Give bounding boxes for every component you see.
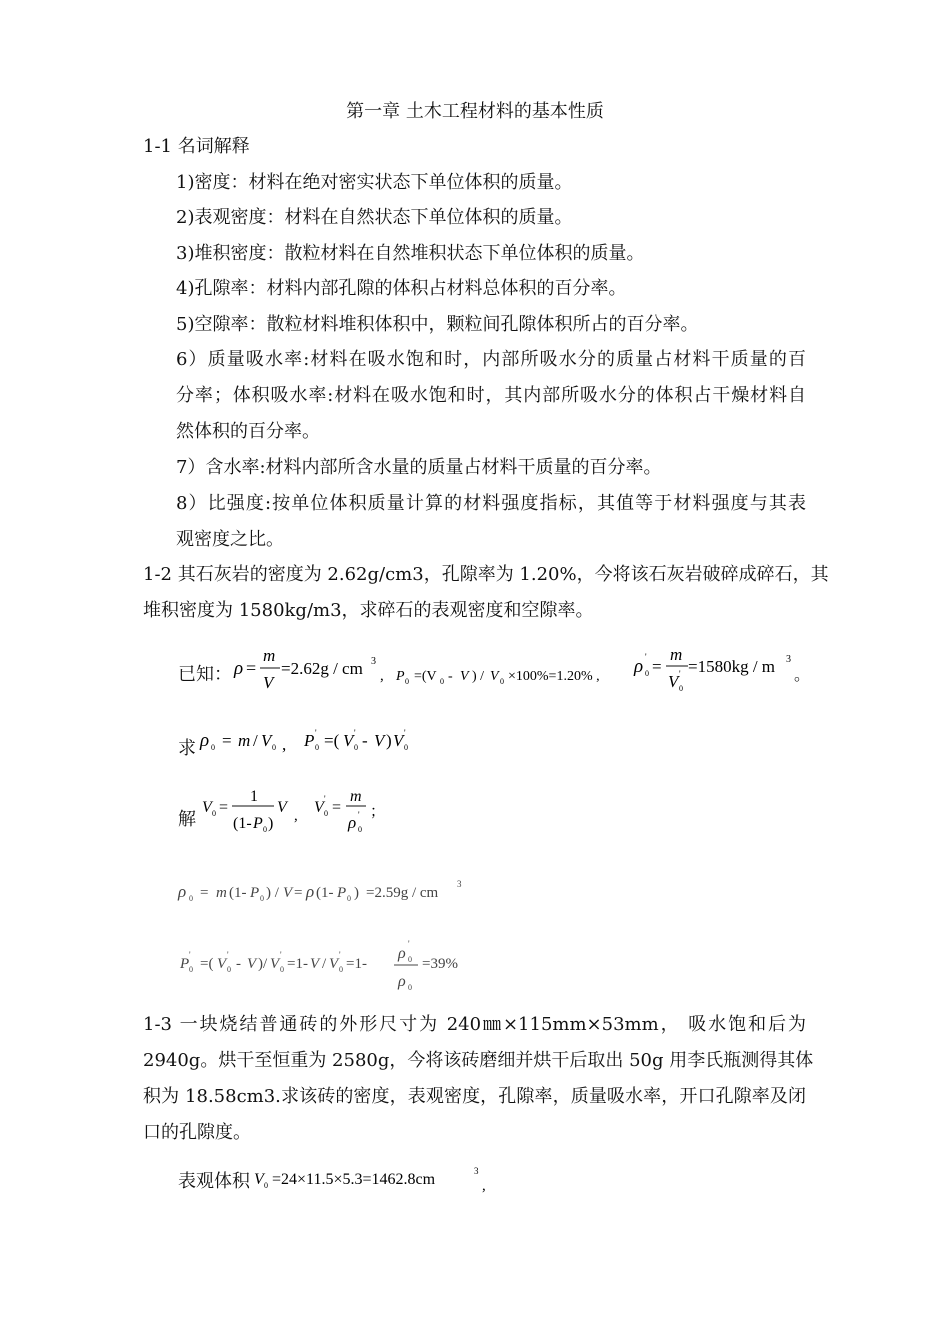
definition-water-absorption-line-3: 然体积的百分率。	[176, 421, 320, 442]
rho0-symbol: ρ	[200, 730, 210, 751]
equals: =	[200, 885, 209, 901]
sub-0: 0	[315, 743, 319, 752]
rho0-result-equation	[176, 875, 496, 909]
slash: /	[253, 731, 258, 750]
sub-0: 0	[347, 894, 351, 903]
known-rho0-value: =1580kg / m	[688, 657, 776, 676]
P-symbol: P	[396, 669, 405, 684]
prime: '	[358, 810, 360, 820]
problem-1-3-line-4: 口的孔隙度。	[143, 1122, 251, 1143]
P0-prime-symbol: P	[180, 956, 190, 972]
m-symbol: m	[216, 885, 227, 901]
chapter-title: 第一章 土木工程材料的基本性质	[346, 101, 604, 122]
sub-0: 0	[212, 809, 216, 818]
definition-porosity: 4)孔隙率：材料内部孔隙的体积占材料总体积的百分率。	[176, 278, 627, 299]
comma: ,	[482, 1178, 486, 1194]
close-slash: )/	[258, 956, 268, 972]
apparent-volume-label: 表观体积	[178, 1171, 250, 1192]
prime: '	[339, 950, 341, 960]
frac-num-m: m	[350, 788, 362, 805]
known-label: 已知：	[178, 664, 232, 685]
frac-num-1: 1	[250, 788, 258, 805]
exp-3: 3	[371, 656, 376, 667]
sub-0: 0	[408, 955, 412, 964]
V0-symbol: V	[202, 799, 212, 816]
problem-1-3-line-2: 2940g。烘干至恒重为 2580g，今将该砖磨细并烘干后取出 50g 用李氏瓶测得其体	[143, 1050, 814, 1071]
P0-symbol: P	[337, 885, 347, 901]
rho0-result-value: =2.59g / cm	[366, 885, 439, 901]
definition-void-ratio: 5)空隙率：散粒材料堆积体积中，颗粒间孔隙体积所占的百分率。	[176, 314, 699, 335]
definition-water-absorption-line-1: 6）质量吸水率:材料在吸水饱和时，内部所吸水分的质量占材料干质量的百	[176, 349, 806, 370]
prime: '	[324, 794, 326, 804]
p0-result-value: =39%	[422, 956, 458, 972]
definition-density: 1)密度：材料在绝对密实状态下单位体积的质量。	[176, 172, 573, 193]
close: )	[354, 885, 359, 901]
V0-symbol: V	[490, 669, 499, 684]
period: 。	[794, 667, 811, 684]
equals: =	[246, 658, 257, 678]
sub-0: 0	[500, 677, 504, 686]
close-paren: )	[386, 731, 392, 750]
sub-0: 0	[280, 965, 284, 974]
V0-prime-symbol: V	[314, 799, 324, 816]
V-symbol: V	[374, 731, 385, 750]
solve-equations	[198, 780, 398, 840]
problem-1-3-line-3: 积为 18.58cm3.求该砖的密度，表观密度，孔隙率，质量吸水率，开口孔隙率及闭	[143, 1086, 806, 1107]
apparent-volume-equation	[252, 1158, 512, 1198]
equals: =	[652, 657, 662, 676]
V-symbol: V	[310, 956, 320, 972]
sub-0: 0	[339, 965, 343, 974]
equals: =	[294, 885, 303, 901]
minus-V: -	[448, 669, 453, 684]
equals: =	[219, 799, 229, 816]
sub-0: 0	[324, 809, 328, 818]
sub-0: 0	[263, 825, 267, 834]
frac-den-rho0: ρ	[398, 973, 406, 990]
V0-prime-symbol: V	[393, 731, 404, 750]
V0-symbol: V	[261, 731, 272, 750]
frac-den-V0: V	[668, 672, 679, 691]
sub-0: 0	[645, 669, 649, 678]
equals-open: =(	[200, 956, 214, 972]
solve-label: 解	[178, 809, 196, 830]
semicolon: ；	[370, 804, 386, 820]
known-P-tail: ×100%=1.20% ,	[508, 669, 600, 684]
prime: '	[315, 728, 317, 738]
sub-0: 0	[408, 983, 412, 992]
sub-0: 0	[404, 743, 408, 752]
slash: /	[322, 956, 327, 972]
frac-num-m: m	[263, 646, 276, 665]
section-1-1-heading: 1-1 名词解释	[143, 136, 250, 157]
sub-0: 0	[260, 894, 264, 903]
open: (1-	[316, 885, 334, 901]
rho0-prime-symbol: ρ	[634, 656, 644, 677]
V0-symbol: V	[254, 1171, 264, 1188]
prime: '	[645, 652, 647, 662]
sub-0: 0	[189, 894, 193, 903]
problem-1-2-line-2: 堆积密度为 1580kg/m3，求碎石的表观密度和空隙率。	[143, 600, 594, 621]
rho-symbol: ρ	[306, 882, 315, 901]
equals: =(	[324, 731, 340, 750]
P0-prime-symbol: P	[304, 731, 315, 750]
prime: '	[679, 669, 681, 679]
V0-prime-symbol: V	[270, 956, 280, 972]
prime: '	[408, 939, 410, 949]
V-symbol: V	[277, 799, 287, 816]
problem-1-3-line-1: 1-3 一块烧结普通砖的外形尺寸为 240㎜×115mm×53mm， 吸水饱和后为	[143, 1014, 806, 1035]
sub-0: 0	[358, 825, 362, 834]
frac-den-rho0-prime: ρ	[348, 813, 357, 832]
frac-den-open: (1-	[233, 815, 252, 832]
known-rho-value: =2.62g / cm	[281, 659, 363, 678]
P0-symbol: P	[250, 885, 260, 901]
equals-one-minus: =1-	[287, 956, 308, 972]
ask-equations	[198, 720, 438, 756]
sub-0: 0	[227, 965, 231, 974]
prime: '	[189, 950, 191, 960]
rho0-symbol: ρ	[178, 882, 187, 901]
equals: =	[332, 799, 342, 816]
exp-3: 3	[786, 654, 791, 665]
equals: =	[222, 731, 232, 750]
V-symbol: V	[283, 885, 293, 901]
sub-0: 0	[272, 743, 276, 752]
sub-0: 0	[211, 743, 215, 752]
P0-symbol: P	[253, 815, 263, 832]
apparent-volume-formula: =24×11.5×5.3=1462.8cm	[272, 1171, 436, 1188]
comma: ,	[380, 668, 384, 684]
frac-den-V: V	[263, 673, 274, 692]
definition-water-absorption-line-2: 分率；体积吸水率:材料在吸水饱和时，其内部所吸水分的体积占干燥材料自	[176, 385, 806, 406]
known-equations	[230, 640, 820, 700]
sub-0: 0	[264, 1181, 268, 1190]
p0-result-equation	[176, 938, 496, 994]
m-symbol: m	[238, 731, 251, 750]
definition-specific-strength-line-1: 8）比强度:按单位体积质量计算的材料强度指标，其值等于材料强度与其表	[176, 493, 806, 514]
minus: -	[362, 731, 368, 750]
frac-num-m: m	[670, 645, 683, 664]
slash: ) /	[472, 669, 485, 684]
sub-0: 0	[679, 684, 683, 693]
equals-one-minus: =1-	[346, 956, 367, 972]
frac-den-close: )	[268, 815, 274, 832]
open: (1-	[229, 885, 247, 901]
V0-prime-symbol: V	[217, 956, 227, 972]
V0-prime-symbol: V	[329, 956, 339, 972]
close-slash: ) /	[266, 885, 279, 901]
V-symbol: V	[460, 669, 469, 684]
prime: '	[354, 728, 356, 738]
prime: '	[227, 950, 229, 960]
comma: ,	[282, 735, 287, 754]
frac-num-rho0-prime: ρ	[398, 945, 406, 962]
rho-symbol: ρ	[234, 658, 244, 679]
definition-specific-strength-line-2: 观密度之比。	[176, 529, 284, 550]
prime: '	[404, 728, 406, 738]
sub-0: 0	[354, 743, 358, 752]
sub-0: 0	[440, 677, 444, 686]
exp-3: 3	[457, 879, 462, 889]
comma: ,	[294, 808, 298, 824]
sub-0: 0	[405, 677, 409, 686]
problem-1-2-line-1: 1-2 其石灰岩的密度为 2.62g/cm3，孔隙率为 1.20%，今将该石灰岩破碎成碎石，其	[143, 564, 829, 585]
known-P-open: =(V	[414, 669, 437, 684]
V0-prime-symbol: V	[343, 731, 354, 750]
ask-label: 求	[178, 738, 196, 759]
prime: '	[280, 950, 282, 960]
sub-0: 0	[189, 965, 193, 974]
definition-apparent-density: 2)表观密度：材料在自然状态下单位体积的质量。	[176, 207, 573, 228]
definition-bulk-density: 3)堆积密度：散粒材料在自然堆积状态下单位体积的质量。	[176, 243, 645, 264]
minus: -	[236, 956, 241, 972]
exp-3: 3	[474, 1166, 479, 1176]
definition-moisture-content: 7）含水率:材料内部所含水量的质量占材料干质量的百分率。	[176, 457, 662, 478]
V-symbol: V	[247, 956, 257, 972]
